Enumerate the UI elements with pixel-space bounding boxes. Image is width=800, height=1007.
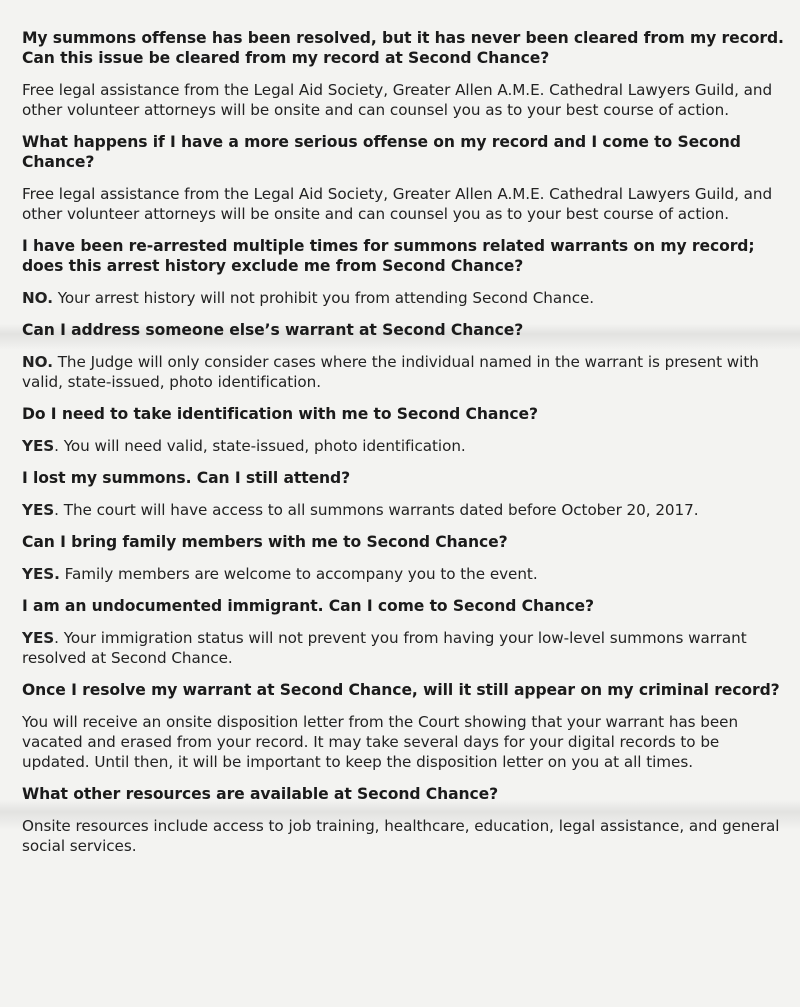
faq-answer: [22, 436, 790, 456]
answer-text: Free legal assistance from the Legal Aid Society, Greater Allen A.M.E. Cathedral Lawyers Guild, and other volunteer attorneys will be onsite and can counsel you as to your best course of action.: [22, 81, 773, 119]
answer-text: The Judge will only consider cases where the individual named in the warrant is present with valid, state-issued, photo identification.: [22, 353, 759, 391]
faq-question: Can I address someone else’s warrant at Second Chance?: [22, 321, 524, 339]
faq-item: [22, 596, 790, 668]
faq-question: What other resources are available at Second Chance?: [22, 785, 499, 803]
faq-question: I lost my summons. Can I still attend?: [22, 469, 351, 487]
faq-item: [22, 468, 790, 520]
faq-question: I am an undocumented immigrant. Can I come to Second Chance?: [22, 597, 594, 615]
answer-lead: YES: [22, 501, 55, 519]
answer-lead: NO.: [22, 353, 53, 371]
faq-answer: [22, 288, 790, 308]
faq-item: [22, 28, 790, 120]
answer-lead: YES.: [22, 565, 60, 583]
answer-lead: YES: [22, 629, 55, 647]
answer-text: Onsite resources include access to job training, healthcare, education, legal assistance, and general social services.: [22, 817, 780, 855]
answer-text: Your arrest history will not prohibit you from attending Second Chance.: [52, 289, 595, 307]
faq-item: [22, 532, 790, 584]
answer-text: . The court will have access to all summons warrants dated before October 20, 2017.: [54, 501, 699, 519]
faq-answer: [22, 628, 790, 668]
faq-question: Once I resolve my warrant at Second Chance, will it still appear on my criminal record?: [22, 681, 780, 699]
faq-question: Can I bring family members with me to Second Chance?: [22, 533, 508, 551]
answer-text: Free legal assistance from the Legal Aid Society, Greater Allen A.M.E. Cathedral Lawyers Guild, and other volunteer attorneys will be onsite and can counsel you as to your best course of action.: [22, 185, 773, 223]
answer-text: Family members are welcome to accompany you to the event.: [59, 565, 538, 583]
faq-answer: [22, 816, 790, 856]
faq-item: [22, 680, 790, 772]
answer-text: . Your immigration status will not prevent you from having your low-level summons warrant resolved at Second Chance.: [22, 629, 747, 667]
faq-answer: [22, 564, 790, 584]
faq-item: [22, 320, 790, 392]
faq-answer: [22, 500, 790, 520]
faq-item: [22, 236, 790, 308]
faq-question: I have been re-arrested multiple times for summons related warrants on my record; does this arrest history exclude me from Second Chance?: [22, 237, 755, 275]
faq-answer: [22, 184, 790, 224]
answer-lead: NO.: [22, 289, 53, 307]
faq-question: My summons offense has been resolved, but it has never been cleared from my record. Can this issue be cleared from my record at Second Chance?: [22, 29, 784, 67]
faq-question: What happens if I have a more serious offense on my record and I come to Second Chance?: [22, 133, 741, 171]
faq-question: Do I need to take identification with me to Second Chance?: [22, 405, 538, 423]
faq-list: [22, 28, 790, 868]
faq-item: [22, 404, 790, 456]
answer-text: You will receive an onsite disposition letter from the Court showing that your warrant has been vacated and erased from your record. It may take several days for your digital records to be updated. Until then, it will be important to keep the disposition letter on you at all times.: [22, 713, 739, 771]
faq-item: [22, 784, 790, 856]
faq-answer: [22, 712, 790, 772]
faq-answer: [22, 80, 790, 120]
faq-answer: [22, 352, 790, 392]
answer-lead: YES: [22, 437, 55, 455]
answer-text: . You will need valid, state-issued, photo identification.: [54, 437, 466, 455]
faq-item: [22, 132, 790, 224]
